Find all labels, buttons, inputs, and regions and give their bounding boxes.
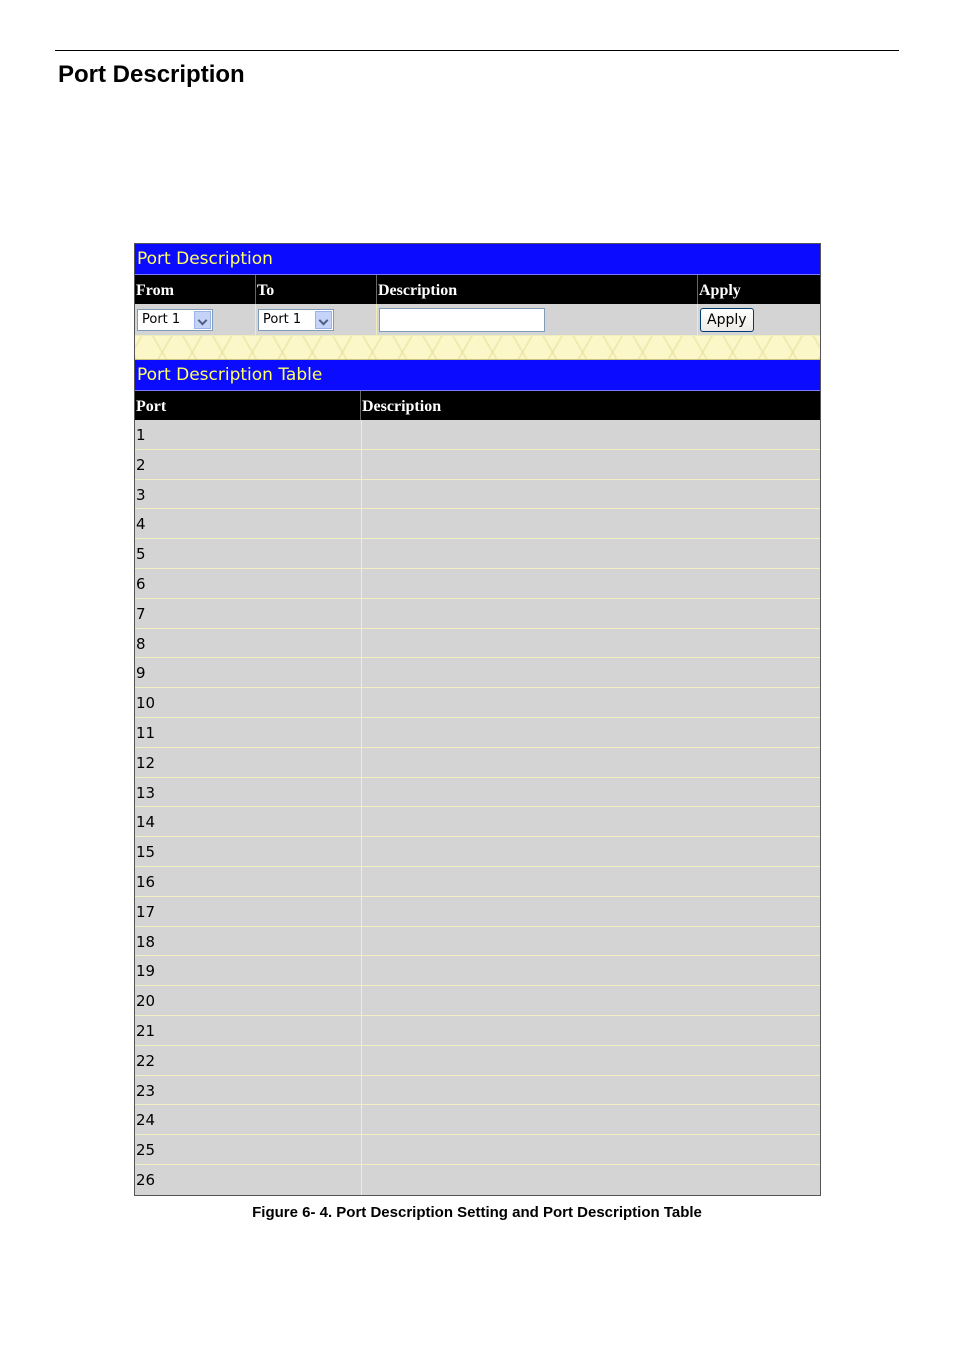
description-input[interactable]	[379, 308, 545, 332]
port-description-cell	[362, 778, 820, 807]
decorative-spacer	[135, 336, 820, 360]
from-port-select-value: Port 1	[142, 311, 181, 327]
port-number-cell: 7	[135, 599, 362, 628]
table-row	[135, 748, 820, 778]
port-number-cell: 5	[135, 539, 362, 568]
port-number-cell: 23	[135, 1076, 362, 1105]
port-number-cell: 25	[135, 1135, 362, 1164]
table-row	[135, 778, 820, 808]
port-number-cell: 16	[135, 867, 362, 896]
port-number-cell: 19	[135, 956, 362, 985]
port-description-cell	[362, 420, 820, 449]
table-row	[135, 1016, 820, 1046]
port-description-cell	[362, 867, 820, 896]
port-description-figure	[134, 243, 821, 1196]
port-description-cell	[362, 837, 820, 866]
table-row	[135, 807, 820, 837]
port-description-cell	[362, 509, 820, 538]
port-number-cell: 1	[135, 420, 362, 449]
table-row	[135, 1165, 820, 1195]
port-column-header: Port	[135, 391, 361, 420]
table-row	[135, 718, 820, 748]
top-rule	[55, 50, 899, 51]
port-number-cell: 8	[135, 629, 362, 658]
table-row	[135, 569, 820, 599]
description-column-header: Description	[362, 398, 442, 415]
from-port-select[interactable]	[137, 309, 213, 331]
table-row	[135, 450, 820, 480]
port-description-cell	[362, 718, 820, 747]
port-description-cell	[362, 688, 820, 717]
table-row	[135, 1135, 820, 1165]
table-body	[135, 420, 820, 1195]
description-column-header: Description	[377, 275, 698, 304]
port-description-cell	[362, 599, 820, 628]
table-row	[135, 837, 820, 867]
table-row	[135, 867, 820, 897]
port-number-cell: 9	[135, 658, 362, 687]
table-row	[135, 986, 820, 1016]
chevron-down-icon[interactable]	[315, 311, 332, 329]
port-description-cell	[362, 1105, 820, 1134]
apply-column-header: Apply	[699, 282, 741, 299]
port-description-cell	[362, 1046, 820, 1075]
to-port-select-value: Port 1	[263, 311, 302, 327]
to-column-header: To	[256, 275, 377, 304]
port-description-section-title: Port Description	[135, 244, 820, 275]
table-row	[135, 480, 820, 510]
port-number-cell: 20	[135, 986, 362, 1015]
port-description-cell	[362, 748, 820, 777]
to-cell	[256, 304, 377, 335]
table-row	[135, 688, 820, 718]
port-number-cell: 10	[135, 688, 362, 717]
table-row	[135, 420, 820, 450]
port-number-cell: 11	[135, 718, 362, 747]
port-description-cell	[362, 897, 820, 926]
form-controls-row	[135, 304, 820, 336]
port-number-cell: 13	[135, 778, 362, 807]
port-number-cell: 4	[135, 509, 362, 538]
port-description-cell	[362, 807, 820, 836]
description-cell	[377, 304, 698, 335]
port-number-cell: 22	[135, 1046, 362, 1075]
port-description-cell	[362, 658, 820, 687]
table-row	[135, 956, 820, 986]
port-description-cell	[362, 927, 820, 956]
port-description-cell	[362, 1165, 820, 1195]
port-number-cell: 21	[135, 1016, 362, 1045]
table-row	[135, 1105, 820, 1135]
apply-button[interactable]: Apply	[700, 308, 754, 332]
port-description-cell	[362, 1016, 820, 1045]
table-row	[135, 629, 820, 659]
form-header-row	[135, 275, 820, 304]
port-number-cell: 14	[135, 807, 362, 836]
table-row	[135, 509, 820, 539]
table-row	[135, 599, 820, 629]
port-description-cell	[362, 1135, 820, 1164]
port-number-cell: 12	[135, 748, 362, 777]
port-description-cell	[362, 480, 820, 509]
port-number-cell: 15	[135, 837, 362, 866]
table-header-row	[135, 391, 820, 420]
apply-cell	[698, 304, 820, 335]
page-title: Port Description	[58, 61, 245, 88]
port-description-cell	[362, 450, 820, 479]
port-number-cell: 18	[135, 927, 362, 956]
table-row	[135, 1046, 820, 1076]
from-column-header: From	[135, 275, 256, 304]
port-description-cell	[362, 956, 820, 985]
port-description-cell	[362, 986, 820, 1015]
port-number-cell: 26	[135, 1165, 362, 1195]
port-description-cell	[362, 1076, 820, 1105]
to-port-select[interactable]	[258, 309, 334, 331]
port-description-cell	[362, 629, 820, 658]
port-description-table-title: Port Description Table	[135, 360, 820, 391]
chevron-down-icon[interactable]	[194, 311, 211, 329]
port-number-cell: 6	[135, 569, 362, 598]
table-row	[135, 927, 820, 957]
port-number-cell: 2	[135, 450, 362, 479]
table-row	[135, 658, 820, 688]
port-description-cell	[362, 569, 820, 598]
table-row	[135, 539, 820, 569]
port-number-cell: 3	[135, 480, 362, 509]
table-row	[135, 897, 820, 927]
figure-caption: Figure 6- 4. Port Description Setting and Port Description Table	[252, 1204, 702, 1221]
from-cell	[135, 304, 256, 335]
port-description-cell	[362, 539, 820, 568]
table-row	[135, 1076, 820, 1106]
port-number-cell: 17	[135, 897, 362, 926]
port-number-cell: 24	[135, 1105, 362, 1134]
